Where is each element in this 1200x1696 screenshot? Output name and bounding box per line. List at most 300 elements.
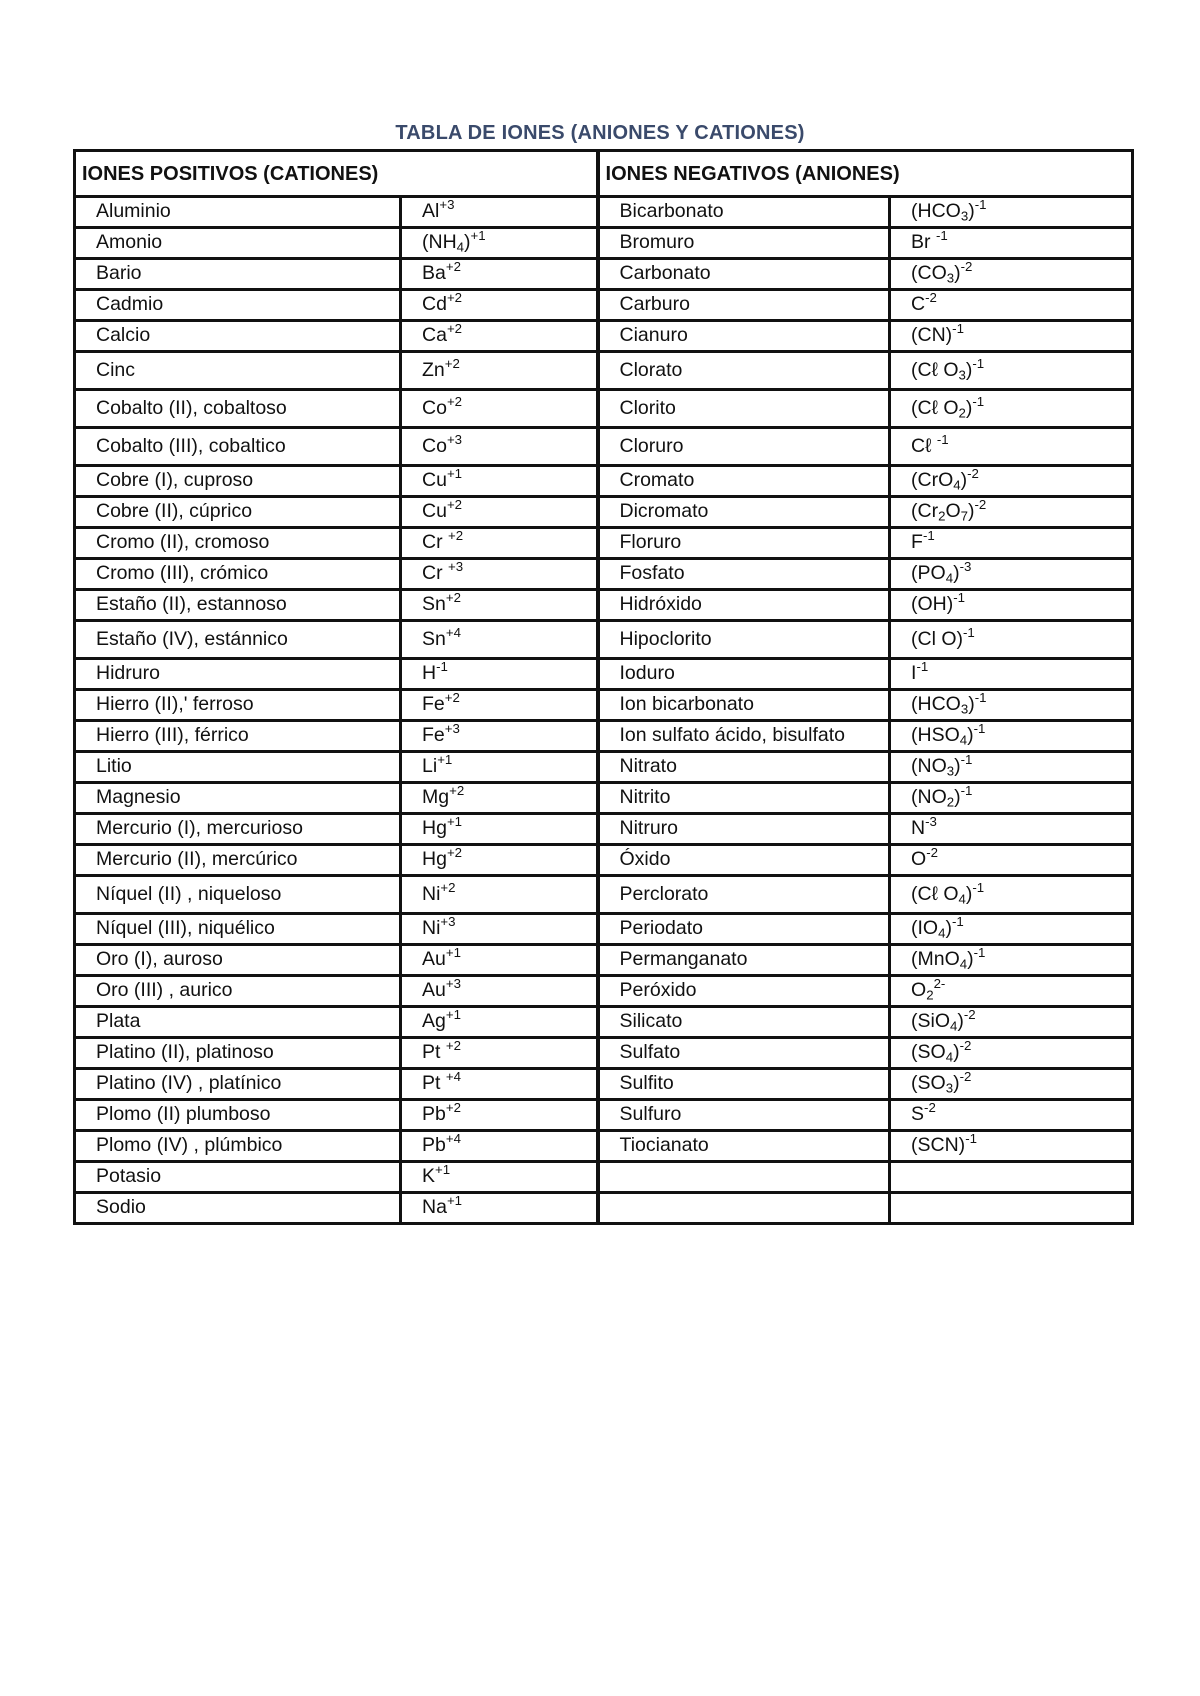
ion-charge: +2: [446, 321, 463, 337]
anion-formula-cell: [890, 352, 1133, 390]
anion-formula-cell: [890, 1007, 1133, 1038]
anion-formula-cell: [890, 428, 1133, 466]
cation-formula-cell: [401, 321, 598, 352]
formula-text: O: [911, 979, 927, 1002]
anion-name-cell: Sulfato: [598, 1038, 890, 1069]
anion-name-cell: Ion sulfato ácido, bisulfato: [598, 721, 890, 752]
formula-text: I: [911, 662, 917, 685]
cation-name-cell: Plomo (II) plumboso: [75, 1100, 401, 1131]
formula-subscript: 4: [456, 239, 465, 255]
anion-formula-cell: [890, 197, 1133, 228]
formula-text: Li: [422, 755, 438, 778]
anion-name-cell: Perclorato: [598, 876, 890, 914]
formula-text: (Cℓ O: [911, 882, 959, 905]
anion-name-cell: Nitruro: [598, 814, 890, 845]
cation-formula-cell: [401, 845, 598, 876]
table-row: [75, 1007, 1133, 1038]
ion-charge: +4: [445, 1069, 461, 1085]
table-row: [75, 1193, 1133, 1224]
formula-text: Au: [422, 979, 446, 1002]
formula-subscript: 3: [946, 763, 955, 779]
anion-formula-cell: [890, 845, 1133, 876]
ion-charge: +2: [445, 1038, 461, 1054]
anion-formula-cell: [890, 1193, 1133, 1224]
ion-charge: +2: [440, 879, 456, 895]
ion-charge: +3: [444, 721, 460, 737]
cation-formula-cell: [401, 352, 598, 390]
table-row: [75, 466, 1133, 497]
ion-charge: -1: [960, 752, 973, 768]
ion-charge: +2: [444, 355, 460, 371]
cation-formula-cell: [401, 1038, 598, 1069]
formula-text: (PO: [911, 562, 946, 585]
formula-subscript: 4: [950, 1018, 958, 1034]
ion-charge: +2: [446, 845, 463, 861]
formula-text: Sn: [422, 593, 446, 616]
ion-charge: -2: [924, 1100, 936, 1116]
cation-name-cell: Plata: [75, 1007, 401, 1038]
formula-text: Ba: [422, 262, 446, 285]
formula-subscript: 4: [945, 570, 954, 586]
table-row: [75, 1100, 1133, 1131]
ion-charge: +2: [445, 1100, 461, 1116]
ion-charge: -2: [960, 259, 973, 275]
ion-charge: +1: [446, 1193, 463, 1209]
anion-name-cell: Óxido: [598, 845, 890, 876]
formula-text: Fe: [422, 693, 445, 716]
table-row: [75, 428, 1133, 466]
table-row: [75, 876, 1133, 914]
table-row: [75, 1162, 1133, 1193]
formula-text: Co: [422, 396, 447, 419]
formula-text: (SO: [911, 1072, 946, 1095]
cation-name-cell: Potasio: [75, 1162, 401, 1193]
table-row: [75, 390, 1133, 428]
anion-name-cell: Floruro: [598, 528, 890, 559]
anion-formula-cell: [890, 466, 1133, 497]
ions-table: [73, 149, 1134, 1225]
cation-name-cell: Cobalto (II), cobaltoso: [75, 390, 401, 428]
anion-formula-cell: [890, 690, 1133, 721]
anion-formula-cell: [890, 914, 1133, 945]
formula-text: Cu: [422, 469, 447, 492]
cation-formula-cell: [401, 428, 598, 466]
ion-charge: +3: [448, 559, 464, 575]
formula-text: Fe: [422, 724, 445, 747]
anion-formula-cell: [890, 1038, 1133, 1069]
cation-name-cell: Platino (II), platinoso: [75, 1038, 401, 1069]
cation-formula-cell: [401, 497, 598, 528]
cations-header: IONES POSITIVOS (CATIONES): [75, 151, 598, 197]
cation-formula-cell: [401, 914, 598, 945]
formula-text: (OH): [911, 593, 954, 616]
anion-name-cell: Bicarbonato: [598, 197, 890, 228]
cation-formula-cell: [401, 690, 598, 721]
table-row: [75, 945, 1133, 976]
cation-name-cell: Litio: [75, 752, 401, 783]
ion-charge: +2: [446, 393, 463, 409]
cation-name-cell: Hierro (II),' ferroso: [75, 690, 401, 721]
ion-charge: -1: [916, 659, 929, 675]
cation-name-cell: Oro (I), auroso: [75, 945, 401, 976]
ion-charge: -2: [926, 845, 938, 861]
ion-charge: -1: [436, 659, 448, 675]
anion-formula-cell: [890, 559, 1133, 590]
formula-text: (HCO: [911, 200, 961, 223]
formula-text: (MnO: [911, 948, 960, 971]
table-row: [75, 976, 1133, 1007]
anion-formula-cell: [890, 783, 1133, 814]
formula-text: (NO: [911, 786, 947, 809]
anion-name-cell: Fosfato: [598, 559, 890, 590]
formula-text: (Cl O): [911, 627, 964, 650]
ion-charge: -2: [963, 1007, 976, 1023]
ion-charge: -1: [953, 590, 966, 606]
formula-text: (SO: [911, 1041, 946, 1064]
formula-subscript: 3: [945, 1080, 954, 1096]
anion-name-cell: Cloruro: [598, 428, 890, 466]
table-header-row: [75, 151, 1133, 197]
formula-text: ): [967, 948, 974, 971]
ion-charge: -2: [959, 1069, 972, 1085]
cation-name-cell: Cobre (I), cuproso: [75, 466, 401, 497]
anion-name-cell: Bromuro: [598, 228, 890, 259]
formula-subscript: 2: [938, 508, 946, 524]
anion-formula-cell: [890, 721, 1133, 752]
anion-name-cell: Clorato: [598, 352, 890, 390]
anion-name-cell: Silicato: [598, 1007, 890, 1038]
cation-formula-cell: [401, 1007, 598, 1038]
formula-text: ): [945, 917, 952, 940]
ion-charge: +1: [446, 466, 463, 482]
formula-text: ): [960, 469, 968, 492]
ion-charge: +3: [439, 197, 455, 213]
cation-name-cell: Magnesio: [75, 783, 401, 814]
cation-formula-cell: [401, 1069, 598, 1100]
cation-formula-cell: [401, 659, 598, 690]
anion-formula-cell: [890, 1100, 1133, 1131]
anion-formula-cell: [890, 290, 1133, 321]
table-row: [75, 721, 1133, 752]
formula-text: Co: [422, 434, 447, 457]
table-row: [75, 690, 1133, 721]
formula-text: ): [968, 693, 975, 716]
formula-text: ): [953, 1041, 960, 1064]
anion-formula-cell: [890, 752, 1133, 783]
table-row: [75, 528, 1133, 559]
table-row: [75, 814, 1133, 845]
formula-subscript: 3: [960, 208, 969, 224]
anion-formula-cell: [890, 659, 1133, 690]
cation-formula-cell: [401, 876, 598, 914]
table-row: [75, 259, 1133, 290]
formula-text: Au: [422, 948, 446, 971]
formula-text: K: [422, 1165, 436, 1188]
anion-formula-cell: [890, 259, 1133, 290]
formula-subscript: 4: [953, 477, 961, 493]
anion-name-cell: Ioduro: [598, 659, 890, 690]
formula-text: ): [464, 231, 471, 254]
cation-name-cell: Sodio: [75, 1193, 401, 1224]
ion-charge: +1: [445, 945, 461, 961]
formula-text: Cd: [422, 293, 447, 316]
ion-charge: +1: [446, 814, 463, 830]
formula-text: Cr: [422, 562, 448, 585]
table-row: [75, 352, 1133, 390]
table-row: [75, 659, 1133, 690]
ion-charge: -2: [974, 497, 987, 513]
table-row: [75, 1069, 1133, 1100]
anion-name-cell: Sulfuro: [598, 1100, 890, 1131]
cation-name-cell: Estaño (II), estannoso: [75, 590, 401, 621]
formula-text: ): [965, 882, 973, 905]
table-row: [75, 228, 1133, 259]
cation-name-cell: Cromo (III), crómico: [75, 559, 401, 590]
ion-charge: +1: [445, 1007, 461, 1023]
formula-text: ): [954, 262, 961, 285]
formula-subscript: 4: [959, 956, 968, 972]
formula-text: H: [422, 662, 437, 685]
anion-formula-cell: [890, 590, 1133, 621]
table-row: [75, 1131, 1133, 1162]
formula-text: Pt: [422, 1041, 446, 1064]
formula-subscript: 2: [926, 987, 934, 1003]
cation-formula-cell: [401, 466, 598, 497]
formula-text: ): [965, 396, 973, 419]
ion-charge: -1: [972, 355, 985, 371]
table-row: [75, 914, 1133, 945]
table-row: [75, 621, 1133, 659]
formula-text: Al: [422, 200, 440, 223]
cation-formula-cell: [401, 1131, 598, 1162]
formula-text: Ni: [422, 882, 441, 905]
formula-text: C: [911, 293, 926, 316]
formula-text: ): [954, 786, 961, 809]
anion-formula-cell: [890, 876, 1133, 914]
formula-text: O: [945, 500, 961, 523]
cation-formula-cell: [401, 814, 598, 845]
formula-text: ): [967, 724, 974, 747]
formula-text: Zn: [422, 358, 445, 381]
table-row: [75, 590, 1133, 621]
cation-formula-cell: [401, 590, 598, 621]
table-row: [75, 559, 1133, 590]
formula-text: (CO: [911, 262, 947, 285]
anion-name-cell: Hidróxido: [598, 590, 890, 621]
cation-name-cell: Cadmio: [75, 290, 401, 321]
ion-charge: +2: [445, 590, 461, 606]
anion-name-cell: Hipoclorito: [598, 621, 890, 659]
cation-name-cell: Bario: [75, 259, 401, 290]
table-row: [75, 845, 1133, 876]
formula-text: (NH: [422, 231, 457, 254]
cation-formula-cell: [401, 1100, 598, 1131]
ion-charge: +3: [445, 976, 461, 992]
ion-charge: +2: [444, 690, 460, 706]
table-row: [75, 752, 1133, 783]
anion-name-cell: Carburo: [598, 290, 890, 321]
ion-charge: +2: [449, 783, 465, 799]
ion-charge: +2: [448, 528, 464, 544]
formula-subscript: 4: [959, 732, 968, 748]
cation-name-cell: Estaño (IV), estánnico: [75, 621, 401, 659]
document-title: TABLA DE IONES (ANIONES Y CATIONES): [395, 122, 805, 144]
table-row: [75, 321, 1133, 352]
ion-charge: +1: [435, 1162, 451, 1178]
table-row: [75, 197, 1133, 228]
anion-formula-cell: [890, 976, 1133, 1007]
formula-text: (HCO: [911, 693, 961, 716]
formula-text: ): [968, 500, 975, 523]
table-row: [75, 1038, 1133, 1069]
formula-text: ): [954, 755, 961, 778]
cation-formula-cell: [401, 290, 598, 321]
formula-text: F: [911, 531, 923, 554]
ion-charge: +1: [470, 228, 486, 244]
anion-formula-cell: [890, 1162, 1133, 1193]
anion-formula-cell: [890, 1131, 1133, 1162]
cation-name-cell: Aluminio: [75, 197, 401, 228]
anion-formula-cell: [890, 390, 1133, 428]
formula-text: N: [911, 817, 926, 840]
cation-name-cell: Platino (IV) , platínico: [75, 1069, 401, 1100]
ion-charge: -1: [936, 431, 949, 447]
table-row: [75, 290, 1133, 321]
formula-text: (Cℓ O: [911, 358, 959, 381]
anion-formula-cell: [890, 528, 1133, 559]
cation-name-cell: Oro (III) , aurico: [75, 976, 401, 1007]
cation-formula-cell: [401, 621, 598, 659]
anion-formula-cell: [890, 497, 1133, 528]
formula-text: ): [965, 358, 973, 381]
cation-name-cell: Cinc: [75, 352, 401, 390]
formula-subscript: 2: [946, 794, 955, 810]
formula-subscript: 4: [938, 925, 946, 941]
ion-charge: +2: [446, 497, 463, 513]
cation-formula-cell: [401, 390, 598, 428]
ion-charge: -1: [935, 228, 948, 244]
formula-text: Na: [422, 1196, 447, 1219]
formula-text: Ni: [422, 917, 441, 940]
anion-name-cell: Sulfito: [598, 1069, 890, 1100]
cation-name-cell: Cobre (II), cúprico: [75, 497, 401, 528]
formula-text: (Cr: [911, 500, 939, 523]
cation-name-cell: Cromo (II), cromoso: [75, 528, 401, 559]
ion-charge: -1: [960, 783, 973, 799]
ion-charge: -1: [951, 914, 964, 930]
cation-name-cell: Níquel (III), niquélico: [75, 914, 401, 945]
anion-formula-cell: [890, 1069, 1133, 1100]
formula-text: (Cℓ O: [911, 396, 959, 419]
ion-charge: +1: [437, 752, 453, 768]
cation-name-cell: Hidruro: [75, 659, 401, 690]
ion-charge: -1: [922, 528, 935, 544]
formula-text: (NO: [911, 755, 947, 778]
formula-subscript: 3: [946, 270, 955, 286]
formula-text: (SCN): [911, 1134, 966, 1157]
ion-charge: -1: [974, 197, 987, 213]
formula-text: (SiO: [911, 1010, 951, 1033]
anion-name-cell: Cromato: [598, 466, 890, 497]
cation-name-cell: Mercurio (I), mercurioso: [75, 814, 401, 845]
anion-formula-cell: [890, 814, 1133, 845]
cation-formula-cell: [401, 259, 598, 290]
cation-formula-cell: [401, 1162, 598, 1193]
formula-subscript: 3: [960, 701, 969, 717]
formula-subscript: 2: [958, 405, 966, 421]
anion-name-cell: Dicromato: [598, 497, 890, 528]
formula-text: Hg: [422, 817, 447, 840]
ion-charge: 2-: [933, 976, 946, 992]
ion-charge: -3: [959, 559, 972, 575]
anion-name-cell: Periodato: [598, 914, 890, 945]
cation-name-cell: Calcio: [75, 321, 401, 352]
anion-name-cell: [598, 1162, 890, 1193]
ion-charge: +3: [446, 431, 463, 447]
anion-name-cell: Nitrato: [598, 752, 890, 783]
anion-name-cell: Nitrito: [598, 783, 890, 814]
cation-formula-cell: [401, 976, 598, 1007]
ion-charge: -2: [959, 1038, 972, 1054]
formula-text: Sn: [422, 627, 446, 650]
formula-subscript: 4: [958, 891, 966, 907]
formula-text: (CN): [911, 324, 953, 347]
ion-charge: -1: [963, 624, 975, 640]
table-row: [75, 783, 1133, 814]
ion-charge: -1: [952, 321, 964, 337]
anion-name-cell: Clorito: [598, 390, 890, 428]
cation-name-cell: Plomo (IV) , plúmbico: [75, 1131, 401, 1162]
formula-text: ): [957, 1010, 964, 1033]
cation-name-cell: Amonio: [75, 228, 401, 259]
cation-formula-cell: [401, 721, 598, 752]
ion-charge: -1: [972, 393, 985, 409]
formula-text: (CrO: [911, 469, 954, 492]
cation-formula-cell: [401, 528, 598, 559]
anion-formula-cell: [890, 945, 1133, 976]
cation-name-cell: Níquel (II) , niqueloso: [75, 876, 401, 914]
formula-text: O: [911, 848, 927, 871]
anion-name-cell: Carbonato: [598, 259, 890, 290]
formula-text: (HSO: [911, 724, 960, 747]
cation-name-cell: Mercurio (II), mercúrico: [75, 845, 401, 876]
formula-text: Cℓ: [911, 434, 937, 457]
ion-charge: +4: [445, 1131, 461, 1147]
formula-text: ): [968, 200, 975, 223]
cation-formula-cell: [401, 752, 598, 783]
ion-charge: -1: [973, 721, 986, 737]
anion-name-cell: Cianuro: [598, 321, 890, 352]
ions-table-body: [75, 151, 1133, 1224]
formula-text: (IO: [911, 917, 939, 940]
cation-name-cell: Hierro (III), férrico: [75, 721, 401, 752]
formula-text: S: [911, 1103, 925, 1126]
anion-name-cell: Ion bicarbonato: [598, 690, 890, 721]
anion-formula-cell: [890, 321, 1133, 352]
cation-formula-cell: [401, 945, 598, 976]
formula-text: Cu: [422, 500, 447, 523]
cation-formula-cell: [401, 783, 598, 814]
formula-text: ): [953, 562, 960, 585]
cation-formula-cell: [401, 228, 598, 259]
formula-text: Pt: [422, 1072, 446, 1095]
formula-text: Ag: [422, 1010, 446, 1033]
ion-charge: -2: [925, 290, 937, 306]
formula-text: Cr: [422, 531, 448, 554]
ion-charge: -1: [974, 690, 987, 706]
cation-formula-cell: [401, 559, 598, 590]
formula-text: Hg: [422, 848, 447, 871]
